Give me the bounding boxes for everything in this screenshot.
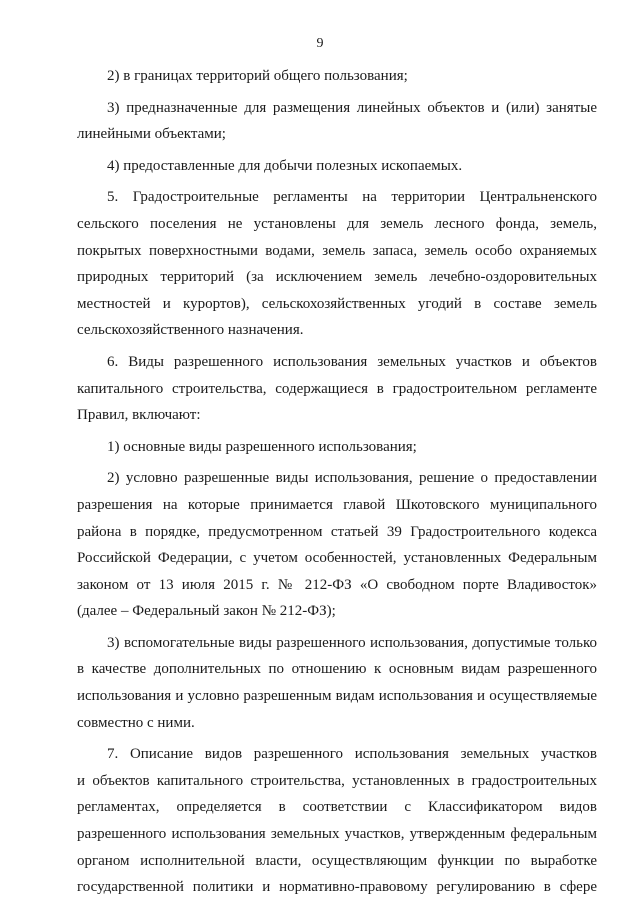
text-line: Российской Федерации, с учетом особенностей, установленных Федеральным (77, 550, 597, 567)
text-line: покрытых поверхностными водами, земель запаса, земель особо охраняемых (77, 242, 597, 259)
text-line: 6. Виды разрешенного использования земельных участков и объектов (107, 353, 597, 370)
body-text (77, 63, 597, 901)
paragraph (77, 741, 597, 901)
text-line: 2) условно разрешенные виды использования, решение о предоставлении (107, 470, 597, 487)
text-line: (далее – Федеральный закон № 212-ФЗ); (77, 603, 336, 620)
paragraph (77, 630, 597, 736)
text-line: природных территорий (за исключением земель лечебно-оздоровительных (77, 269, 597, 286)
text-line: и объектов капитального строительства, установленных в градостроительных (77, 772, 597, 789)
text-line: линейными объектами; (77, 126, 226, 143)
paragraph (77, 153, 597, 180)
text-line: района в порядке, предусмотренном статьей 39 Градостроительного кодекса (77, 523, 597, 540)
text-line: Правил, включают: (77, 407, 201, 424)
text-line: 2) в границах территорий общего пользования; (107, 68, 408, 84)
text-line: капитального строительства, содержащиеся в градостроительном регламенте (77, 380, 597, 397)
text-line: местностей и курортов), сельскохозяйственных угодий в составе земель (77, 295, 597, 312)
text-line: 1) основные виды разрешенного использования; (107, 438, 417, 455)
text-line: сельскохозяйственного назначения. (77, 322, 304, 339)
page-number: 9 (316, 36, 324, 51)
text-line: 7. Описание видов разрешенного использования земельных участков (107, 746, 597, 763)
paragraph (77, 349, 597, 429)
text-line: совместно с ними. (77, 714, 195, 731)
paragraph (77, 434, 597, 461)
text-line: государственной политики и нормативно-правовому регулированию в сфере (77, 879, 597, 896)
paragraph (77, 95, 597, 148)
paragraph (77, 184, 597, 344)
text-line: сельского поселения не установлены для земель лесного фонда, земель, (77, 215, 597, 232)
text-line: использования и условно разрешенным видам использования и осуществляемые (77, 688, 597, 705)
text-line: разрешенного использования земельных участков, утвержденным федеральным (77, 826, 597, 843)
text-line: в качестве дополнительных по отношению к основным видам разрешенного (77, 661, 597, 678)
text-line: 5. Градостроительные регламенты на территории Центральненского (107, 189, 597, 206)
text-line: разрешения на которые принимается главой Шкотовского муниципального (77, 496, 597, 513)
paragraph (77, 465, 597, 625)
text-line: законом от 13 июля 2015 г. № 212-ФЗ «О свободном порте Владивосток» (77, 576, 597, 593)
text-line: 3) вспомогательные виды разрешенного использования, допустимые только (107, 634, 597, 651)
paragraph (77, 63, 597, 90)
text-line: органом исполнительной власти, осуществляющим функции по выработке (77, 852, 597, 869)
text-line: 3) предназначенные для размещения линейных объектов и (или) занятые (107, 99, 597, 116)
text-line: 4) предоставленные для добычи полезных ископаемых. (107, 157, 463, 174)
text-line: регламентах, определяется в соответствии с Классификатором видов (77, 799, 597, 816)
